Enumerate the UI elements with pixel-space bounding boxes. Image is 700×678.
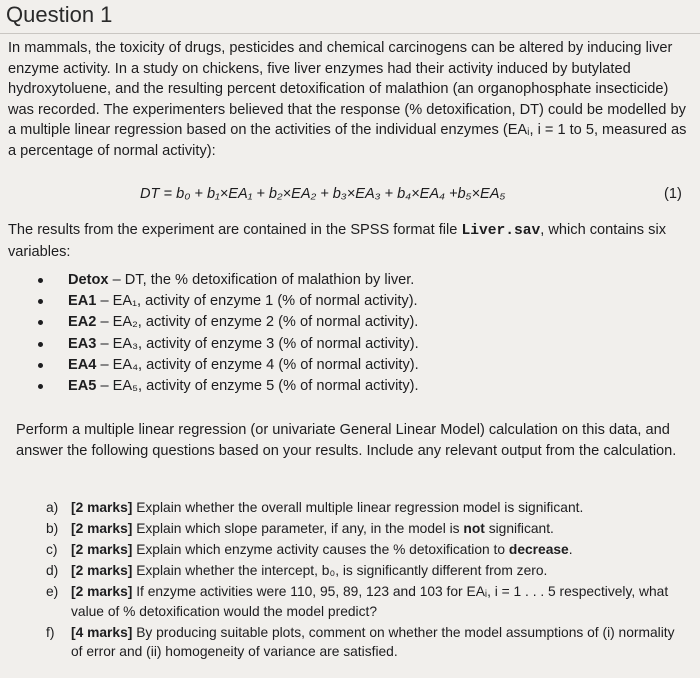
bullet-icon: [38, 278, 43, 283]
variable-name: Detox: [68, 272, 109, 288]
results-paragraph: [8, 220, 694, 262]
bullet-icon: [38, 384, 43, 389]
variable-name: EA4: [68, 356, 97, 373]
variable-list: [38, 270, 419, 397]
question-label: c): [46, 542, 58, 557]
results-filename: Liver.sav: [461, 223, 541, 239]
bullet-icon: [38, 363, 43, 368]
question-text: If enzyme activities were 110, 95, 89, 123 and 103 for EAᵢ, i = 1 . . . 5 respectively, what value of % detoxification would the model predict?: [71, 584, 669, 619]
list-item: [46, 540, 686, 560]
variable-description: – EA₄, activity of enzyme 4 (% of normal activity).: [96, 356, 419, 373]
instructions-paragraph: Perform a multiple linear regression (or univariate General Linear Model) calculation on this data, and answer the following questions based on your results. Include any relevant output from the calculation.: [16, 422, 677, 459]
question-label: e): [46, 584, 59, 599]
question-label: d): [46, 563, 59, 578]
question-label: a): [46, 500, 59, 515]
question-emphasis: not: [463, 521, 485, 536]
question-emphasis: decrease: [508, 542, 569, 557]
results-text-pre: The results from the experiment are contained in the SPSS format file: [8, 222, 462, 238]
list-item: [46, 561, 686, 581]
list-item: [38, 312, 419, 333]
variable-description: – EA₅, activity of enzyme 5 (% of normal activity).: [96, 377, 419, 394]
regression-formula: DT = b₀ + b₁×EA₁ + b₂×EA₂ + b₃×EA₃ + b₄×EA₄ +b₅×EA₅: [140, 186, 506, 202]
intro-paragraph: In mammals, the toxicity of drugs, pesticides and chemical carcinogens can be altered by inducing liver enzyme activity. In a study on chickens, five liver enzymes had their activity induced by butylated hydroxytoluene, and the resulting percent detoxification of malathion (an organophosphate insecticide) was recorded. The experimenters believed that the response (% detoxification, DT) could be modelled by a multiple linear regression based on the activities of the individual enzymes (EAᵢ, i = 1 to 5, measured as a percentage of normal activity):: [8, 40, 687, 159]
list-item: [46, 623, 686, 662]
question-label: f): [46, 624, 55, 640]
list-item: [38, 291, 419, 312]
results-text-post: , which contains six variables:: [8, 222, 666, 260]
question-marks: [2 marks]: [71, 500, 133, 515]
variable-name: EA2: [68, 314, 97, 331]
question-list: [46, 498, 686, 663]
list-item: [38, 355, 419, 376]
bullet-icon: [38, 299, 43, 304]
variable-name: EA5: [68, 377, 97, 394]
variable-name: EA3: [68, 335, 97, 352]
question-marks: [2 marks]: [71, 521, 133, 536]
question-marks: [2 marks]: [71, 584, 133, 599]
variable-name: EA1: [68, 293, 97, 310]
question-text: Explain which enzyme activity causes the % detoxification to: [132, 542, 509, 557]
question-text-post: significant.: [484, 521, 554, 536]
bullet-icon: [38, 342, 43, 347]
question-label: b): [46, 521, 59, 536]
question-marks: [4 marks]: [71, 624, 133, 640]
variable-description: – DT, the % detoxification of malathion by liver.: [108, 272, 415, 288]
question-text-post: .: [568, 542, 573, 557]
variable-description: – EA₂, activity of enzyme 2 (% of normal activity).: [96, 314, 419, 331]
question-text: Explain whether the intercept, b₀, is significantly different from zero.: [132, 563, 548, 578]
list-item: [46, 498, 686, 518]
question-text: By producing suitable plots, comment on whether the model assumptions of (i) normality of error and (ii) homogeneity of variance are satisfied.: [71, 624, 675, 659]
list-item: [38, 376, 419, 397]
variable-description: – EA₃, activity of enzyme 3 (% of normal activity).: [96, 335, 419, 352]
question-marks: [2 marks]: [71, 542, 133, 557]
list-item: [46, 582, 686, 621]
question-title: Question 1: [6, 2, 113, 27]
equation-number: (1): [664, 186, 682, 202]
question-text: Explain which slope parameter, if any, in the model is: [132, 521, 464, 536]
question-text: Explain whether the overall multiple linear regression model is significant.: [132, 500, 584, 515]
bullet-icon: [38, 320, 43, 325]
variable-description: – EA₁, activity of enzyme 1 (% of normal activity).: [96, 293, 418, 310]
list-item: [46, 519, 686, 539]
question-marks: [2 marks]: [71, 563, 133, 578]
title-divider: [0, 33, 700, 34]
list-item: [38, 334, 419, 355]
list-item: [38, 270, 419, 291]
